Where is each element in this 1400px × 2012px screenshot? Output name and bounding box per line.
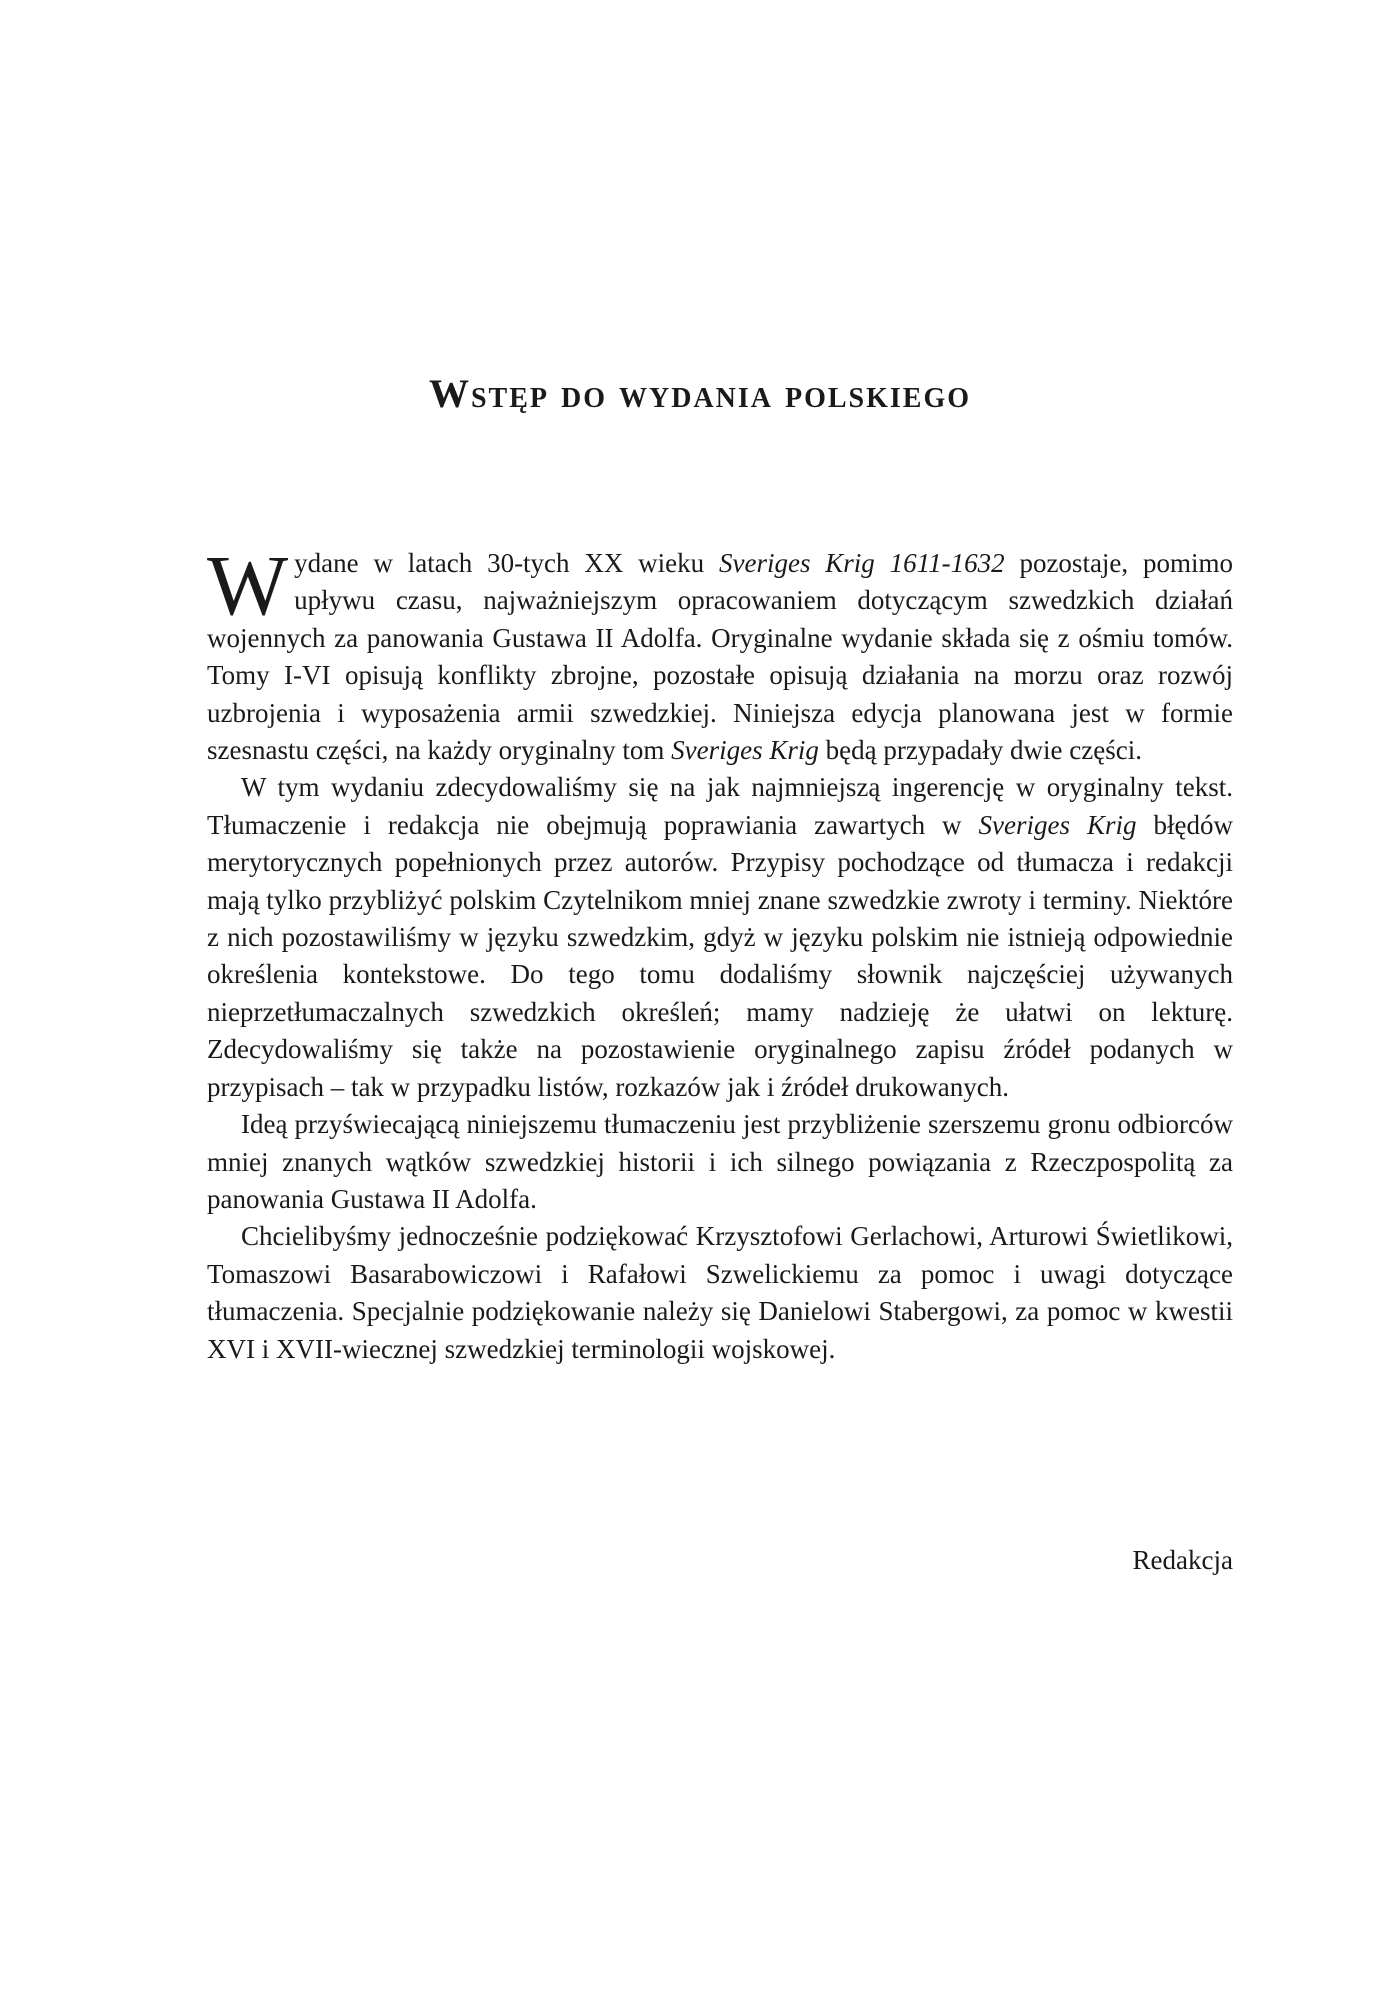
body-text <box>207 537 1233 1368</box>
paragraph-1-text-c: będą przypadały dwie części. <box>818 735 1142 766</box>
drop-cap: W <box>207 537 289 633</box>
paragraph-2-italic-title: Sveriges Krig <box>978 809 1137 840</box>
paragraph-2-text-b: błędów merytorycznych popełnionych przez autorów. Przypisy pochodzące od tłumacza i redakcji mają tylko przybliżyć polskim Czytelnikom mniej znane szwedzkie zwroty i terminy. Niektóre z nich pozostawiliśmy w języku szwedzkim, gdyż w języku polskim nie istnieją odpowiednie określenia kontekstowe. Do tego tomu dodaliśmy słownik najczęściej używanych nieprzetłumaczalnych szwedzkich określeń; mamy nadzieję że ułatwi on lekturę. Zdecydowaliśmy się także na pozostawienie oryginalnego zapisu źródeł podanych w przypisach – tak w przypadku listów, rozkazów jak i źródeł drukowanych. <box>207 809 1233 1102</box>
paragraph-1-italic-title-short: Sveriges Krig <box>671 735 819 766</box>
paragraph-1-italic-title: Sveriges Krig 1611-1632 <box>719 548 1005 578</box>
page-title: Wstęp do wydania polskiego <box>428 371 972 416</box>
paragraph-1-text-b: pozostaje, pomimo upływu czasu, najważniejszym opracowaniem dotyczącym szwedzkich działań wojennych za panowania Gustawa II Adolfa. Oryginalne wydanie składa się z ośmiu tomów. Tomy I-VI opisują konflikty zbrojne, pozostałe opisują działania na morzu oraz rozwój uzbrojenia i wyposażenia armii szwedzkiej. Niniejsza edycja planowana jest w formie szesnastu części, na każdy oryginalny tom <box>207 548 1233 766</box>
paragraph-2 <box>207 769 1233 1106</box>
paragraph-4: Chcielibyśmy jednocześnie podziękować Krzysztofowi Gerlachowi, Arturowi Świetlikowi, Tomaszowi Basarabowiczowi i Rafałowi Szwelickiemu za pomoc i uwagi dotyczące tłumaczenia. Specjalnie podziękowanie należy się Danielowi Stabergowi, za pomoc w kwestii XVI i XVII-wiecznej szwedzkiej terminologii wojskowej. <box>207 1221 1233 1364</box>
paragraph-1-text-a: ydane w latach 30-tych XX wieku <box>294 548 719 578</box>
paragraph-1 <box>207 537 1233 769</box>
paragraph-2-text-a: W tym wydaniu zdecydowaliśmy się na jak najmniejszą ingerencję w oryginalny tekst. Tłumaczenie i redakcja nie obejmują poprawiania zawartych w <box>207 772 1233 840</box>
paragraph-3: Ideą przyświecającą niniejszemu tłumaczeniu jest przybliżenie szerszemu gronu odbiorców mniej znanych wątków szwedzkiej historii i ich silnego powiązania z Rzeczpospolitą za panowania Gustawa II Adolfa. <box>207 1109 1233 1214</box>
signature: Redakcja <box>1132 1545 1233 1575</box>
